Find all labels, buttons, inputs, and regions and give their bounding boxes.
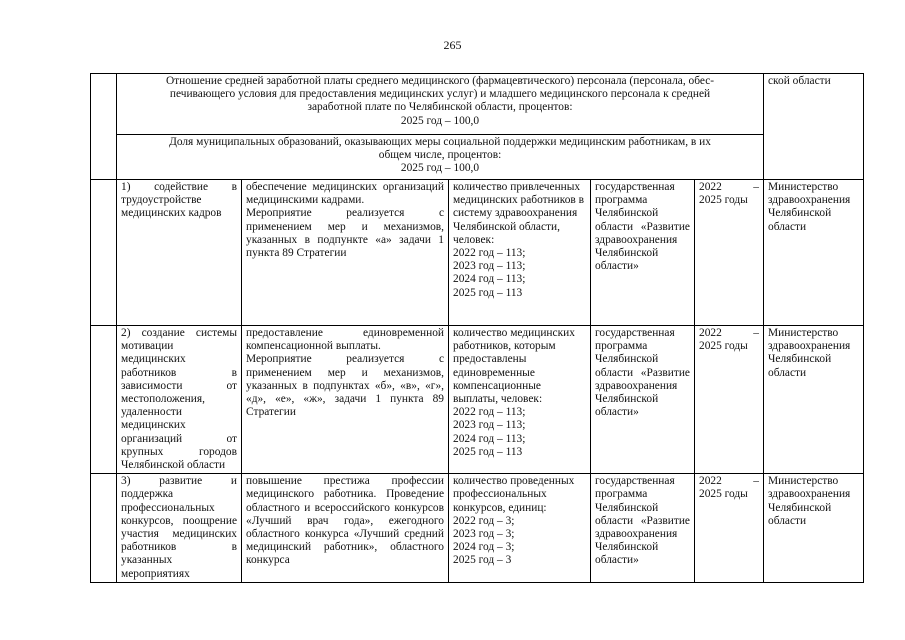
years-start: 2022 [699,327,722,339]
years-dash: – [753,327,759,339]
years-start: 2022 [699,181,722,193]
executor-cell: Министерство здравоохранения Челябинской области [764,326,864,474]
page-number: 265 [443,38,462,52]
measure-cell: повышение престижа профессии медицинского работника. Проведение областного и всероссийского конкурсов «Лучший врач года», ежегодного областного конкурса «Лучший средний медицинский работник», областного конкурса [242,474,449,583]
years-end: 2025 годы [699,194,748,207]
empty-cell [91,474,117,583]
years-cell [695,180,764,326]
indicator-banner-1-continuation: ской области [764,74,864,180]
table-row [91,180,864,326]
empty-cell [91,180,117,326]
years-start: 2022 [699,475,722,488]
years-dash: – [753,181,759,193]
indicator-banner-2: Доля муниципальных образований, оказывающих меры социальной поддержки медицинским работникам, в их общем числе, процентов: 2025 год – 100,0 [117,135,764,180]
years-cell [695,326,764,474]
executor-cell: Министерство здравоохранения Челябинской области [764,180,864,326]
years-end: 2025 годы [699,488,748,501]
indicator-row-1 [91,74,864,135]
indicator-cell: количество привлеченных медицинских работников в систему здравоохранения Челябинской области, человек: 2022 год – 113; 2023 год – 113; 2024 год – 113; 2025 год – 113 [449,180,591,326]
program-cell: государственная программа Челябинской области «Развитие здравоохранения Челябинской области» [591,474,695,583]
empty-cell [91,326,117,474]
task-cell: 3) развитие и поддержка профессиональных конкурсов, поощрение участия медицинских работников в указанных мероприятиях [117,474,242,583]
measure-cell: обеспечение медицинских организаций медицинскими кадрами. Мероприятие реализуется с применением мер и механизмов, указанных в подпункте «а» задачи 1 пункта 89 Стратегии [242,180,449,326]
empty-cell [91,74,117,180]
indicator-cell: количество медицинских работников, которым предоставлены единовременные компенсационные выплаты, человек: 2022 год – 113; 2023 год – 113; 2024 год – 113; 2025 год – 113 [449,326,591,474]
measure-cell: предоставление единовременной компенсационной выплаты. Мероприятие реализуется с применением мер и механизмов, указанных в подпунктах «б», «в», «г», «д», «е», «ж», задачи 1 пункта 89 Стратегии [242,326,449,474]
executor-cell: Министерство здравоохранения Челябинской области [764,474,864,583]
years-cell [695,474,764,583]
years-end: 2025 годы [699,340,748,353]
program-cell: государственная программа Челябинской области «Развитие здравоохранения Челябинской области» [591,180,695,326]
strategy-table [90,73,864,583]
program-cell: государственная программа Челябинской области «Развитие здравоохранения Челябинской области» [591,326,695,474]
task-cell: 2) создание системы мотивации медицинских работников в зависимости от местоположения, удаленности медицинских организаций от крупных городов Челябинской области [117,326,242,474]
indicator-row-2 [91,135,864,180]
task-cell: 1) содействие в трудоустройстве медицинских кадров [117,180,242,326]
years-dash: – [753,475,759,488]
indicator-banner-1: Отношение средней заработной платы среднего медицинского (фармацевтического) персонала (персонала, обес- печивающего условия для предоставления медицинских услуг) и младшего медицинского персонала к средней заработной плате по Челябинской области, процентов: 2025 год – 100,0 [117,74,764,135]
table-row [91,326,864,474]
table-row [91,474,864,583]
indicator-cell: количество проведенных профессиональных конкурсов, единиц: 2022 год – 3; 2023 год – 3; 2024 год – 3; 2025 год – 3 [449,474,591,583]
